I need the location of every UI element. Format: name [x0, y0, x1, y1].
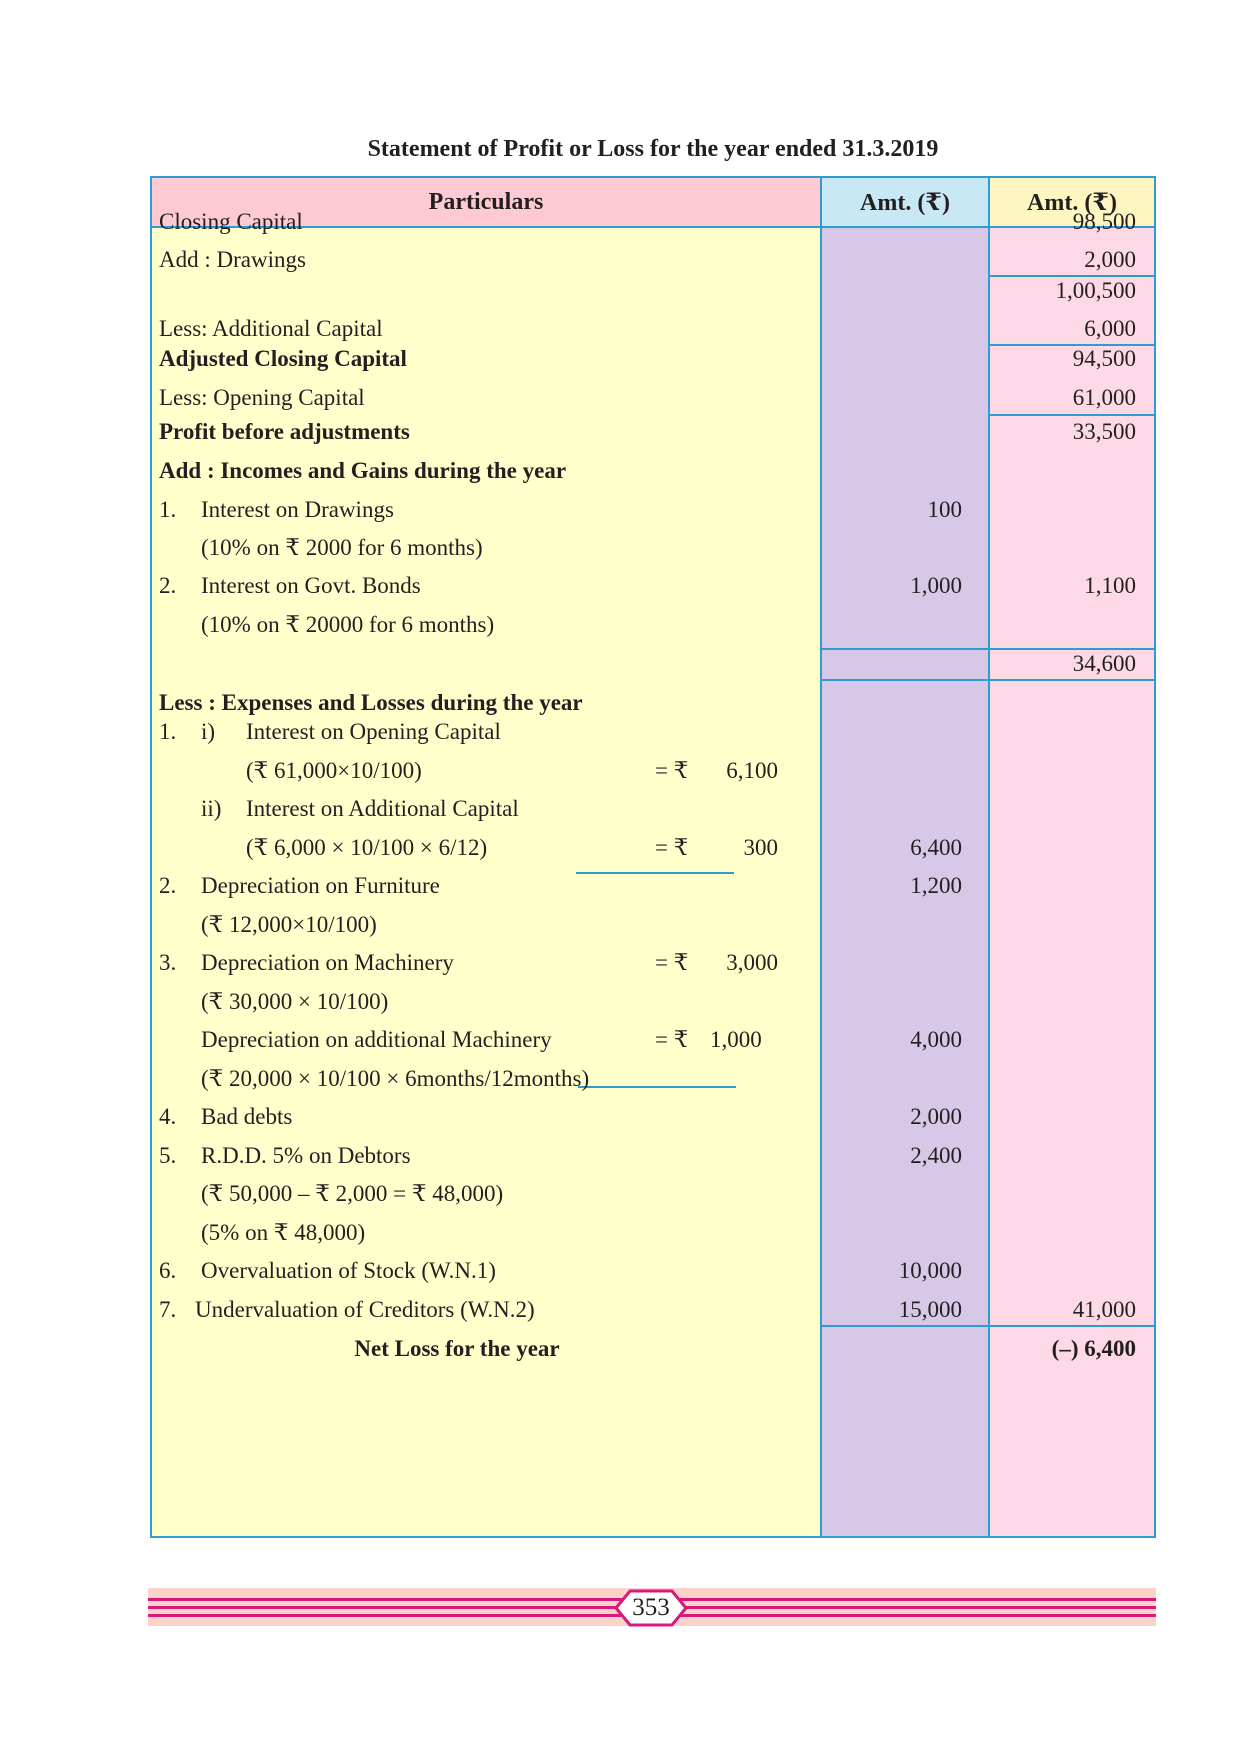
rule: [820, 1325, 1156, 1327]
additional-capital-label: Less: Additional Capital: [159, 316, 383, 341]
profit-loss-table: [150, 176, 1156, 1538]
opening-capital-label: Less: Opening Capital: [159, 385, 365, 410]
exp3b-equals: = ₹: [655, 1027, 689, 1052]
exp7-amount: 15,000: [898, 1297, 962, 1322]
exp5-number: 5.: [159, 1143, 177, 1168]
exp1-number: 1.: [159, 719, 177, 744]
profit-before-amount: 33,500: [1072, 419, 1136, 444]
exp1-ii-label: Interest on Additional Capital: [246, 796, 519, 821]
opening-capital-amount: 61,000: [1072, 385, 1136, 410]
expense-total-amount: 41,000: [1072, 1297, 1136, 1322]
drawings-label: Add : Drawings: [159, 247, 306, 272]
expenses-heading: Less : Expenses and Losses during the year: [159, 690, 583, 715]
particulars-header: Particulars: [152, 178, 820, 228]
exp7-number: 7.: [159, 1297, 177, 1322]
statement-title: Statement of Profit or Loss for the year ended 31.3.2019: [367, 136, 939, 162]
exp5-note1: (₹ 50,000 – ₹ 2,000 = ₹ 48,000): [201, 1181, 504, 1206]
exp3-value: 3,000: [726, 950, 778, 975]
exp1-amount: 6,400: [910, 835, 962, 860]
income1-number: 1.: [159, 497, 177, 522]
exp3-number: 3.: [159, 950, 177, 975]
exp3b-note: (₹ 20,000 × 10/100 × 6months/12months): [201, 1066, 590, 1091]
exp1-i-sub: i): [201, 719, 216, 744]
profit-before-label: Profit before adjustments: [159, 419, 410, 444]
rule: [988, 414, 1156, 416]
income1-label: Interest on Drawings: [201, 497, 394, 522]
exp1-i-note: (₹ 61,000×10/100): [246, 758, 422, 783]
exp5-note2: (5% on ₹ 48,000): [201, 1220, 366, 1245]
exp4-amount: 2,000: [910, 1104, 962, 1129]
exp1-ii-sub: ii): [201, 796, 222, 821]
income2-label: Interest on Govt. Bonds: [201, 573, 421, 598]
drawings-amount: 2,000: [1084, 247, 1136, 272]
net-loss-amount: (–) 6,400: [1051, 1336, 1136, 1361]
exp6-label: Overvaluation of Stock (W.N.1): [201, 1258, 496, 1283]
adjusted-closing-amount: 94,500: [1072, 346, 1136, 371]
income2-number: 2.: [159, 573, 177, 598]
exp1-ii-note: (₹ 6,000 × 10/100 × 6/12): [246, 835, 488, 860]
closing-capital-label: Closing Capital: [159, 209, 303, 234]
exp3b-label: Depreciation on additional Machinery: [201, 1027, 552, 1052]
exp5-amount: 2,400: [910, 1143, 962, 1168]
subtotal2-amount: 34,600: [1072, 651, 1136, 676]
income2-amount: 1,000: [910, 573, 962, 598]
additional-capital-amount: 6,000: [1084, 316, 1136, 341]
exp2-amount: 1,200: [910, 873, 962, 898]
income2-note: (10% on ₹ 20000 for 6 months): [201, 612, 495, 637]
exp3-note: (₹ 30,000 × 10/100): [201, 989, 389, 1014]
exp2-note: (₹ 12,000×10/100): [201, 912, 377, 937]
exp1-ii-value: 300: [743, 835, 778, 860]
exp1-i-value: 6,100: [726, 758, 778, 783]
net-loss-label: Net Loss for the year: [354, 1336, 560, 1361]
exp3-equals: = ₹: [655, 950, 689, 975]
exp3-label: Depreciation on Machinery: [201, 950, 454, 975]
income1-note: (10% on ₹ 2000 for 6 months): [201, 535, 483, 560]
exp1-ii-equals: = ₹: [655, 835, 689, 860]
exp3-amount: 4,000: [910, 1027, 962, 1052]
exp1-i-equals: = ₹: [655, 758, 689, 783]
exp6-number: 6.: [159, 1258, 177, 1283]
exp3b-value: 1,000: [710, 1027, 762, 1052]
rule: [578, 1086, 736, 1088]
exp5-label: R.D.D. 5% on Debtors: [201, 1143, 411, 1168]
rule: [820, 679, 1156, 681]
amount2-header: Amt. (₹): [990, 178, 1154, 228]
incomes-heading: Add : Incomes and Gains during the year: [159, 458, 567, 483]
exp2-label: Depreciation on Furniture: [201, 873, 440, 898]
exp4-label: Bad debts: [201, 1104, 293, 1129]
page-number: [614, 1589, 688, 1627]
rule: [576, 872, 734, 874]
adjusted-closing-label: Adjusted Closing Capital: [159, 346, 407, 371]
subtotal1-amount: 1,00,500: [1055, 278, 1136, 303]
amount2-column: [988, 178, 1154, 1536]
exp2-number: 2.: [159, 873, 177, 898]
income-total-amount: 1,100: [1084, 573, 1136, 598]
exp1-i-label: Interest on Opening Capital: [246, 719, 501, 744]
page-number-text: 353: [632, 1594, 670, 1621]
amount1-header: Amt. (₹): [822, 178, 988, 228]
exp7-label: Undervaluation of Creditors (W.N.2): [195, 1297, 535, 1322]
exp4-number: 4.: [159, 1104, 177, 1129]
closing-capital-amount: 98,500: [1072, 209, 1136, 234]
income1-amount: 100: [927, 497, 962, 522]
exp6-amount: 10,000: [898, 1258, 962, 1283]
